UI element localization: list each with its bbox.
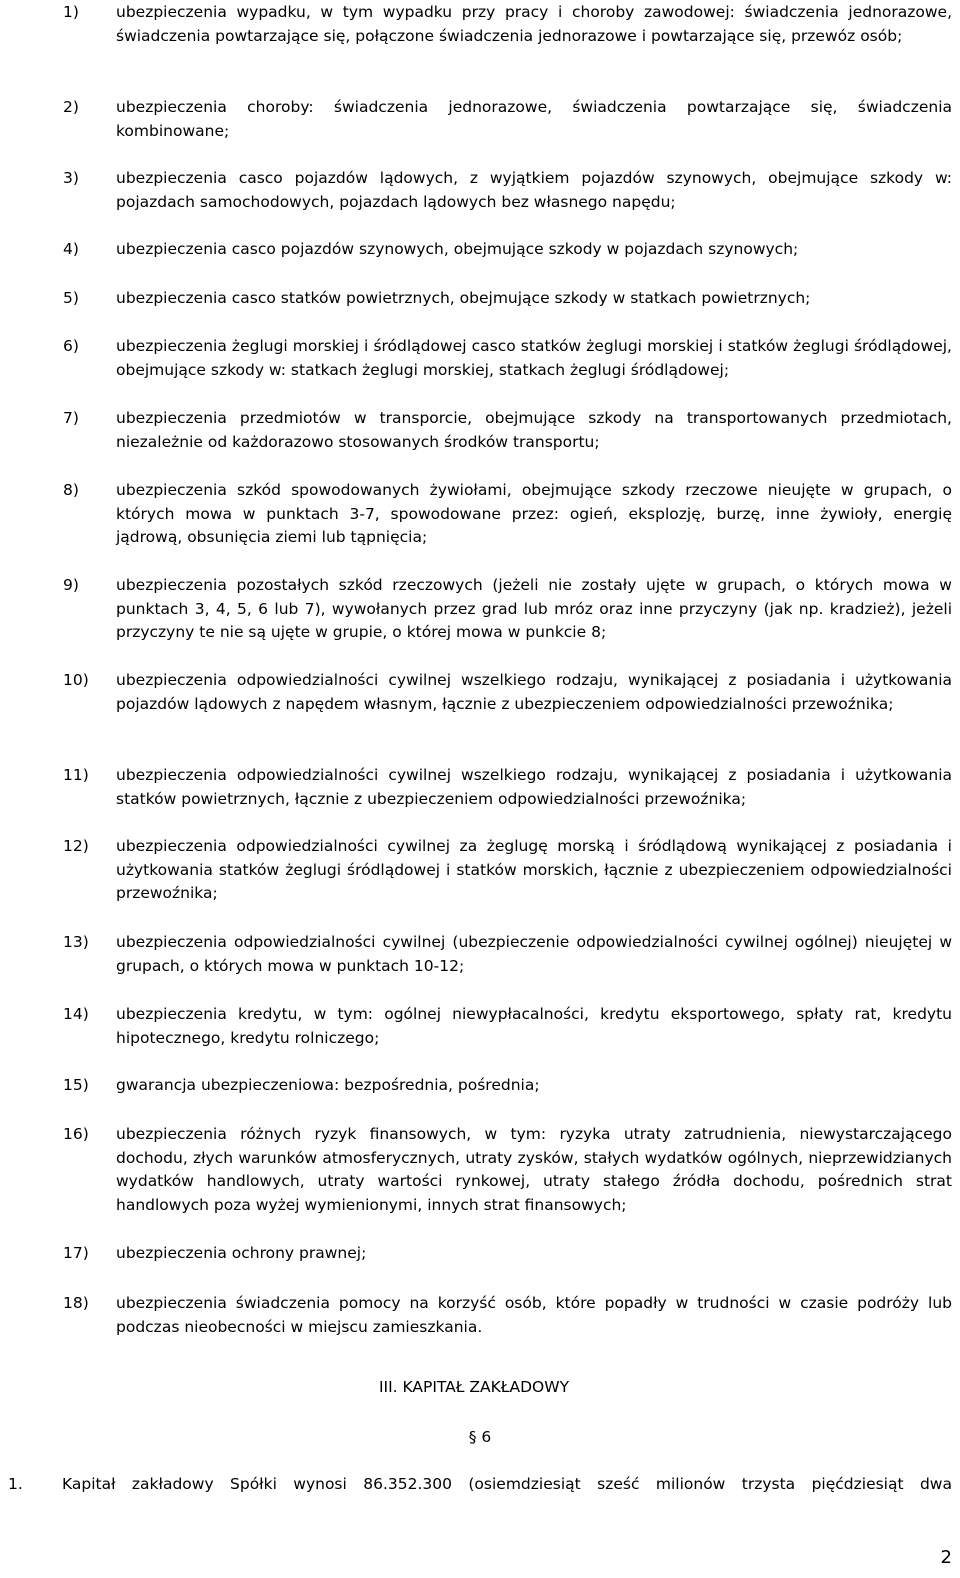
section-heading-text: III. KAPITAŁ ZAKŁADOWY (378, 1378, 570, 1396)
list-item-text: ubezpieczenia różnych ryzyk finansowych, w tym: ryzyka utraty zatrudnienia, niewystarczającego dochodu, złych warunków atmosferycznych, utraty zysków, stałych wydatków ogólnych, nieprzewidzianych wydatków handlowych, utraty wartości rynkowej, utraty stałego źródła dochodu, pośrednich strat handlowych poza wyżej wymienionymi, innych strat finansowych; (116, 1125, 952, 1214)
section-heading (0, 1376, 960, 1400)
list-item-text: ubezpieczenia casco pojazdów szynowych, obejmujące szkody w pojazdach szynowych; (116, 240, 799, 258)
paragraph-mark: § 6 (468, 1428, 492, 1446)
list-item-text: ubezpieczenia pozostałych szkód rzeczowych (jeżeli nie zostały ujęte w grupach, o których mowa w punktach 3, 4, 5, 6 lub 7), wywołanych przez grad lub mróz oraz inne przyczyny (jak np. kradzież), jeżeli przyczyny te nie są ujęte w grupie, o której mowa w punkcie 8; (116, 576, 952, 641)
list-item-number: 2) (63, 98, 79, 116)
list-item-text: ubezpieczenia wypadku, w tym wypadku przy pracy i choroby zawodowej: świadczenia jednorazowe, świadczenia powtarzające się, połączone świadczenia jednorazowe i powtarzające się, przewóz osób; (116, 3, 952, 45)
list-item-number: 6) (63, 337, 79, 355)
list-item-text: ubezpieczenia świadczenia pomocy na korzyść osób, które popadły w trudności w czasie podróży lub podczas nieobecności w miejscu zamieszkania. (116, 1294, 952, 1336)
list-item-text: ubezpieczenia szkód spowodowanych żywiołami, obejmujące szkody rzeczowe nieujęte w grupach, o których mowa w punktach 3-7, spowodowane przez: ogień, eksplozję, burzę, inne żywioły, energię jądrową, obsunięcia ziemi lub tąpnięcia; (116, 481, 952, 546)
list-item-text: ubezpieczenia choroby: świadczenia jednorazowe, świadczenia powtarzające się, świadczenia kombinowane; (116, 98, 952, 140)
list-item-number: 1) (63, 3, 79, 21)
list-item-number: 9) (63, 576, 79, 594)
list-item-text: ubezpieczenia żeglugi morskiej i śródlądowej casco statków żeglugi morskiej i statków żeglugi śródlądowej, obejmujące szkody w: statkach żeglugi morskiej, statkach żeglugi śródlądowej; (116, 337, 952, 379)
list-item-text: gwarancja ubezpieczeniowa: bezpośrednia, pośrednia; (116, 1076, 540, 1094)
list-item-number: 18) (63, 1294, 89, 1312)
list-item-text: ubezpieczenia ochrony prawnej; (116, 1244, 367, 1262)
list-item-number: 4) (63, 240, 79, 258)
list-item-text: ubezpieczenia odpowiedzialności cywilnej za żeglugę morską i śródlądową wynikającej z posiadania i użytkowania statków żeglugi śródlądowej i statków morskich, łącznie z ubezpieczeniem odpowiedzialności przewoźnika; (116, 837, 952, 902)
list-item-text: ubezpieczenia casco pojazdów lądowych, z wyjątkiem pojazdów szynowych, obejmujące szkody w: pojazdach samochodowych, pojazdach lądowych bez własnego napędu; (116, 169, 952, 211)
final-item-number: 1. (8, 1475, 23, 1493)
list-item-number: 15) (63, 1076, 89, 1094)
list-item-number: 7) (63, 409, 79, 427)
list-item-number: 16) (63, 1125, 89, 1143)
list-item-number: 10) (63, 671, 89, 689)
list-item-number: 3) (63, 169, 79, 187)
list-item-number: 11) (63, 766, 89, 784)
list-item-number: 5) (63, 289, 79, 307)
list-item-number: 8) (63, 481, 79, 499)
list-item-number: 12) (63, 837, 89, 855)
list-item-text: ubezpieczenia kredytu, w tym: ogólnej niewypłacalności, kredytu eksportowego, spłaty rat, kredytu hipotecznego, kredytu rolniczego; (116, 1005, 952, 1047)
list-item-text: ubezpieczenia odpowiedzialności cywilnej wszelkiego rodzaju, wynikającej z posiadania i użytkowania pojazdów lądowych z napędem własnym, łącznie z ubezpieczeniem odpowiedzialności przewoźnika; (116, 671, 952, 713)
final-item-text: Kapitał zakładowy Spółki wynosi 86.352.300 (osiemdziesiąt sześć milionów trzysta pięćdziesiąt dwa (62, 1475, 952, 1493)
list-item-number: 17) (63, 1244, 89, 1262)
page-number: 2 (940, 1547, 952, 1568)
list-item-text: ubezpieczenia odpowiedzialności cywilnej wszelkiego rodzaju, wynikającej z posiadania i użytkowania statków powietrznych, łącznie z ubezpieczeniem odpowiedzialności przewoźnika; (116, 766, 952, 808)
list-item-number: 13) (63, 933, 89, 951)
list-item-text: ubezpieczenia odpowiedzialności cywilnej (ubezpieczenie odpowiedzialności cywilnej ogólnej) nieujętej w grupach, o których mowa w punktach 10-12; (116, 933, 952, 975)
list-item-number: 14) (63, 1005, 89, 1023)
list-item-text: ubezpieczenia przedmiotów w transporcie, obejmujące szkody na transportowanych przedmiotach, niezależnie od każdorazowo stosowanych środków transportu; (116, 409, 952, 451)
list-item-text: ubezpieczenia casco statków powietrznych, obejmujące szkody w statkach powietrznych; (116, 289, 811, 307)
